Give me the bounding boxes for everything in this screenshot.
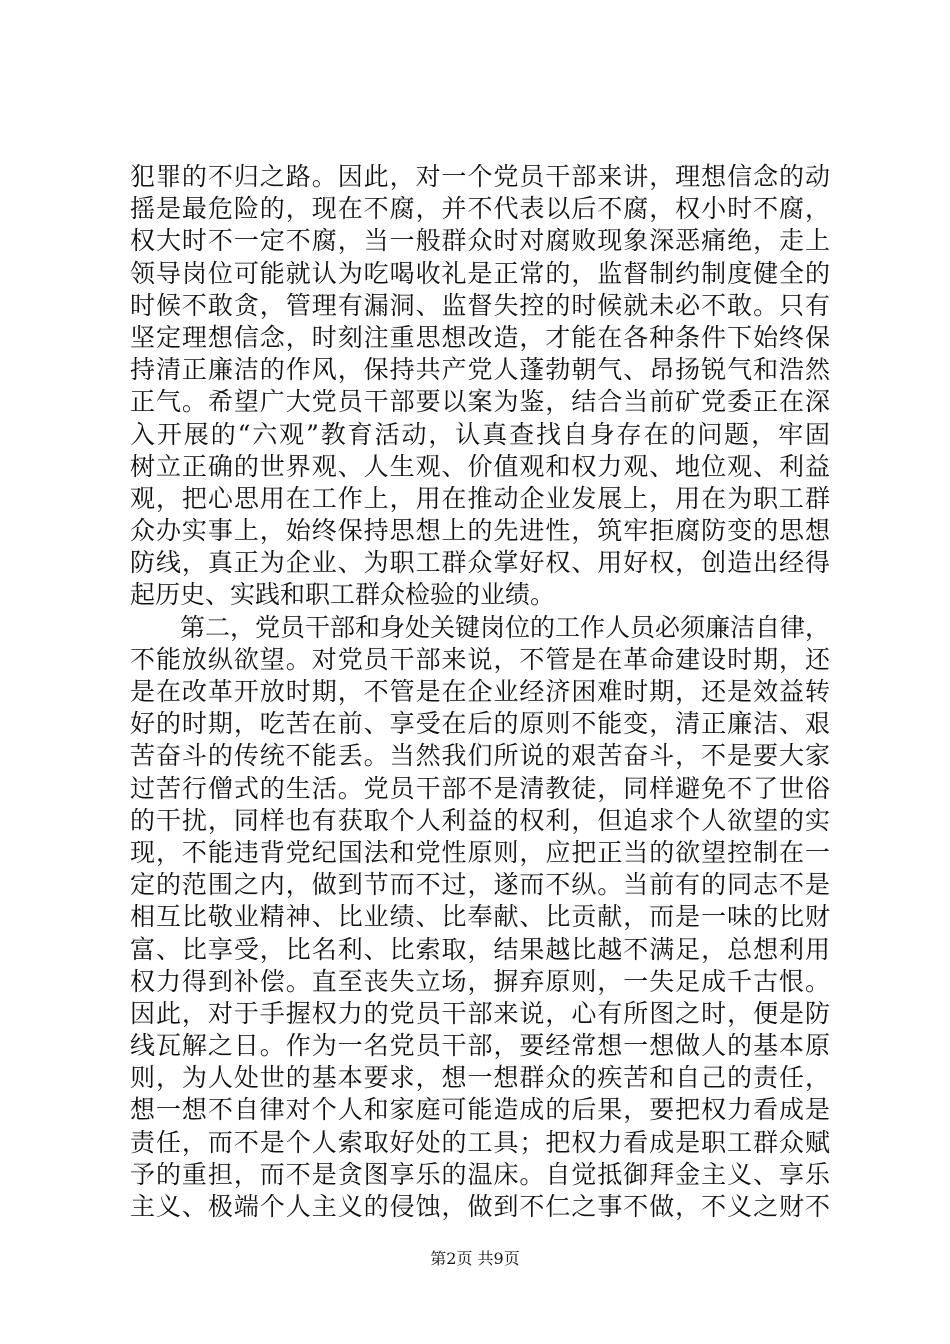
text-line: 苦奋斗的传统不能丢。当然我们所说的艰苦奋斗，不是要大家 [130,741,830,771]
text-line: 权力得到补偿。直至丧失立场，摒弃原则，一失足成千古恨。 [130,966,830,996]
text-line: 入开展的“六观”教育活动，认真查找自身存在的问题，牢固 [130,419,830,449]
text-line: 主义、极端个人主义的侵蚀，做到不仁之事不做，不义之财不 [130,1192,830,1221]
text-line: 持清正廉洁的作风，保持共产党人蓬勃朝气、昂扬锐气和浩然 [130,355,830,385]
text-line: 摇是最危险的，现在不腐，并不代表以后不腐，权小时不腐， [130,194,830,224]
text-line: 的干扰，同样也有获取个人利益的权利，但追求个人欲望的实 [130,805,830,835]
text-line: 防线，真正为企业、为职工群众掌好权、用好权，创造出经得 [130,548,830,578]
text-line: 树立正确的世界观、人生观、价值观和权力观、地位观、利益 [130,451,830,481]
text-line: 观，把心思用在工作上，用在推动企业发展上，用在为职工群 [130,483,830,513]
text-line: 犯罪的不归之路。因此，对一个党员干部来讲，理想信念的动 [130,162,830,191]
text-line: 想一想不自律对个人和家庭可能造成的后果，要把权力看成是 [130,1095,830,1125]
page-footer: 第2页 共9页 [430,1249,520,1268]
text-line: 第二，党员干部和身处关键岗位的工作人员必须廉洁自律， [130,612,830,642]
text-line: 线瓦解之日。作为一名党员干部，要经常想一想做人的基本原 [130,1031,830,1061]
text-line: 定的范围之内，做到节而不过，遂而不纵。当前有的同志不是 [130,870,830,900]
body-text [130,161,830,1223]
text-line: 不能放纵欲望。对党员干部来说，不管是在革命建设时期，还 [130,644,830,674]
text-line: 领导岗位可能就认为吃喝收礼是正常的，监督制约制度健全的 [130,258,830,288]
text-line: 好的时期，吃苦在前、享受在后的原则不能变，清正廉洁、艰 [130,709,830,739]
text-line: 权大时不一定不腐，当一般群众时对腐败现象深恶痛绝，走上 [130,226,830,256]
text-line: 是在改革开放时期，不管是在企业经济困难时期，还是效益转 [130,677,830,706]
text-line: 责任，而不是个人索取好处的工具；把权力看成是职工群众赋 [130,1127,830,1157]
text-line: 过苦行僧式的生活。党员干部不是清教徒，同样避免不了世俗 [130,773,830,803]
text-line: 则，为人处世的基本要求，想一想群众的疾苦和自己的责任， [130,1063,830,1093]
text-line: 予的重担，而不是贪图享乐的温床。自觉抵御拜金主义、享乐 [130,1159,830,1189]
text-line: 因此，对于手握权力的党员干部来说，心有所图之时，便是防 [130,998,830,1028]
text-line: 众办实事上，始终保持思想上的先进性，筑牢拒腐防变的思想 [130,516,830,546]
text-line: 时候不敢贪，管理有漏洞、监督失控的时候就未必不敢。只有 [130,290,830,320]
text-line: 坚定理想信念，时刻注重思想改造，才能在各种条件下始终保 [130,322,830,352]
text-line: 正气。希望广大党员干部要以案为鉴，结合当前矿党委正在深 [130,387,830,417]
text-line: 相互比敬业精神、比业绩、比奉献、比贡献，而是一味的比财 [130,902,830,932]
text-line: 起历史、实践和职工群众检验的业绩。 [130,580,556,610]
text-line: 富、比享受，比名利、比索取，结果越比越不满足，总想利用 [130,934,830,964]
text-line: 现，不能违背党纪国法和党性原则，应把正当的欲望控制在一 [130,837,830,867]
